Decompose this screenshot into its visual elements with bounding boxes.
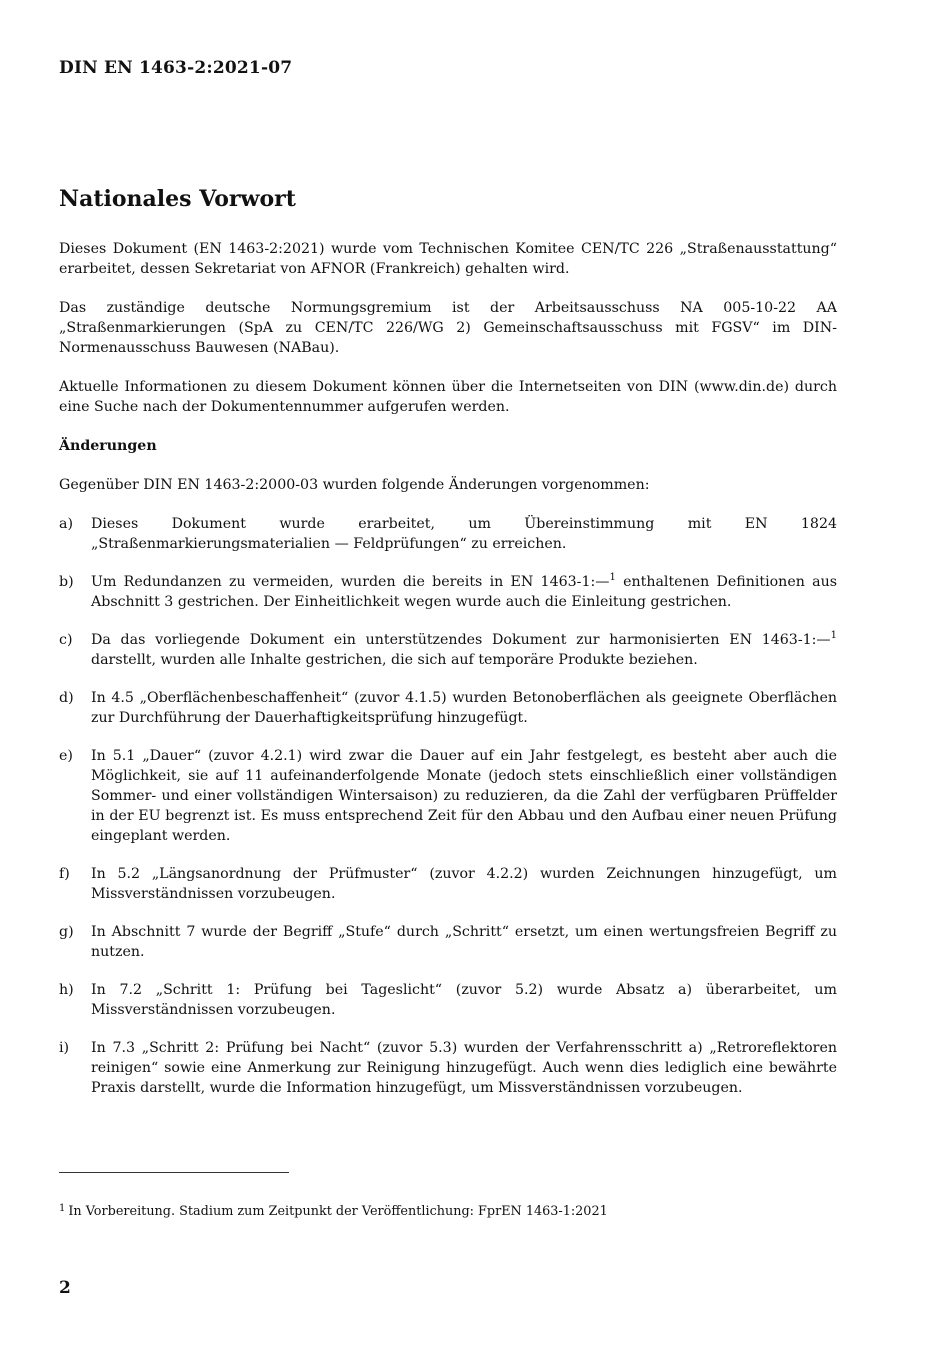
- list-item-text-after: enthaltenen Definitionen aus Abschnitt 3 gestrichen. Der Einheitlichkeit wegen wurde auch die Einleitung gestrichen.: [91, 574, 837, 610]
- list-item-label: e): [59, 748, 73, 764]
- list-item-label: a): [59, 516, 73, 532]
- list-item-text-before: Da das vorliegende Dokument ein unterstützendes Dokument zur harmonisierten EN 1463-1:—: [91, 632, 831, 648]
- footnote-text: In Vorbereitung. Stadium zum Zeitpunkt der Veröffentlichung: FprEN 1463-1:2021: [68, 1204, 608, 1219]
- footnote-reference[interactable]: 1: [830, 630, 837, 641]
- footnote-divider: [59, 1172, 289, 1173]
- changes-list: [59, 514, 837, 1098]
- paragraph-information: Aktuelle Informationen zu diesem Dokument können über die Internetseiten von DIN (www.din.de) durch eine Suche nach der Dokumentennummer aufgerufen werden.: [59, 379, 837, 415]
- list-item-text: In 5.2 „Längsanordnung der Prüfmuster“ (zuvor 4.2.2) wurden Zeichnungen hinzugefügt, um Missverständnissen vorzubeugen.: [91, 866, 837, 902]
- list-item-label: g): [59, 924, 74, 940]
- list-item-label: i): [59, 1040, 70, 1056]
- paragraph-committee: Dieses Dokument (EN 1463-2:2021) wurde vom Technischen Komitee CEN/TC 226 „Straßenausstattung“ erarbeitet, dessen Sekretariat von AFNOR (Frankreich) gehalten wird.: [59, 241, 837, 277]
- page-number: 2: [59, 1278, 71, 1298]
- list-item-text: [91, 572, 837, 612]
- main-content: [59, 186, 837, 1116]
- list-item: [59, 630, 837, 670]
- list-item-text: [91, 630, 837, 670]
- changes-intro: Gegenüber DIN EN 1463-2:2000-03 wurden folgende Änderungen vorgenommen:: [59, 477, 650, 493]
- list-item: [59, 1038, 837, 1098]
- list-item-text: In 5.1 „Dauer“ (zuvor 4.2.1) wird zwar die Dauer auf ein Jahr festgelegt, es besteht aber auch die Möglichkeit, sie auf 11 aufeinanderfolgende Monate (jedoch stets einschließlich einer vollständigen Sommer- und einer vollständigen Wintersaison) zu reduzieren, da die Zahl der verfügbaren Prüffelder in der EU begrenzt ist. Es muss entsprechend Zeit für den Abbau und den Aufbau einer neuen Prüfung eingeplant werden.: [91, 748, 837, 844]
- list-item: [59, 922, 837, 962]
- list-item-label: h): [59, 982, 74, 998]
- list-item-label: b): [59, 574, 74, 590]
- list-item-label: c): [59, 632, 73, 648]
- list-item-text: Dieses Dokument wurde erarbeitet, um Übereinstimmung mit EN 1824 „Straßenmarkierungsmaterialien — Feldprüfungen“ zu erreichen.: [91, 516, 837, 552]
- list-item: [59, 980, 837, 1020]
- list-item-text-after: darstellt, wurden alle Inhalte gestrichen, die sich auf temporäre Produkte beziehen.: [91, 652, 698, 668]
- footnote-mark: 1: [59, 1203, 66, 1214]
- list-item-label: d): [59, 690, 74, 706]
- changes-heading: Änderungen: [59, 438, 157, 454]
- list-item: [59, 514, 837, 554]
- list-item-text: In 7.3 „Schritt 2: Prüfung bei Nacht“ (zuvor 5.3) wurden der Verfahrensschritt a) „Retroreflektoren reinigen“ sowie eine Anmerkung zur Reinigung hinzugefügt. Auch wenn dies lediglich eine bewährte Praxis darstellt, wurde die Information hinzugefügt, um Missverständnissen vorzubeugen.: [91, 1040, 837, 1096]
- list-item-text: In 7.2 „Schritt 1: Prüfung bei Tageslicht“ (zuvor 5.2) wurde Absatz a) überarbeitet, um Missverständnissen vorzubeugen.: [91, 982, 837, 1018]
- footnote-reference[interactable]: 1: [609, 572, 616, 583]
- list-item-text: In 4.5 „Oberflächenbeschaffenheit“ (zuvor 4.1.5) wurden Betonoberflächen als geeignete Oberflächen zur Durchführung der Dauerhaftigkeitsprüfung hinzugefügt.: [91, 690, 837, 726]
- list-item: [59, 572, 837, 612]
- list-item-label: f): [59, 866, 70, 882]
- list-item-text: In Abschnitt 7 wurde der Begriff „Stufe“ durch „Schritt“ ersetzt, um einen wertungsfreien Begriff zu nutzen.: [91, 924, 837, 960]
- paragraph-responsible-body: Das zuständige deutsche Normungsgremium ist der Arbeitsausschuss NA 005-10-22 AA „Straßenmarkierungen (SpA zu CEN/TC 226/WG 2) Gemeinschaftsausschuss mit FGSV“ im DIN-Normenausschuss Bauwesen (NABau).: [59, 300, 837, 356]
- document-header-id: DIN EN 1463-2:2021-07: [59, 58, 293, 78]
- list-item-text-before: Um Redundanzen zu vermeiden, wurden die bereits in EN 1463-1:—: [91, 574, 610, 590]
- list-item: [59, 688, 837, 728]
- footnote: [59, 1203, 608, 1221]
- page-title: Nationales Vorwort: [59, 186, 296, 212]
- list-item: [59, 746, 837, 846]
- list-item: [59, 864, 837, 904]
